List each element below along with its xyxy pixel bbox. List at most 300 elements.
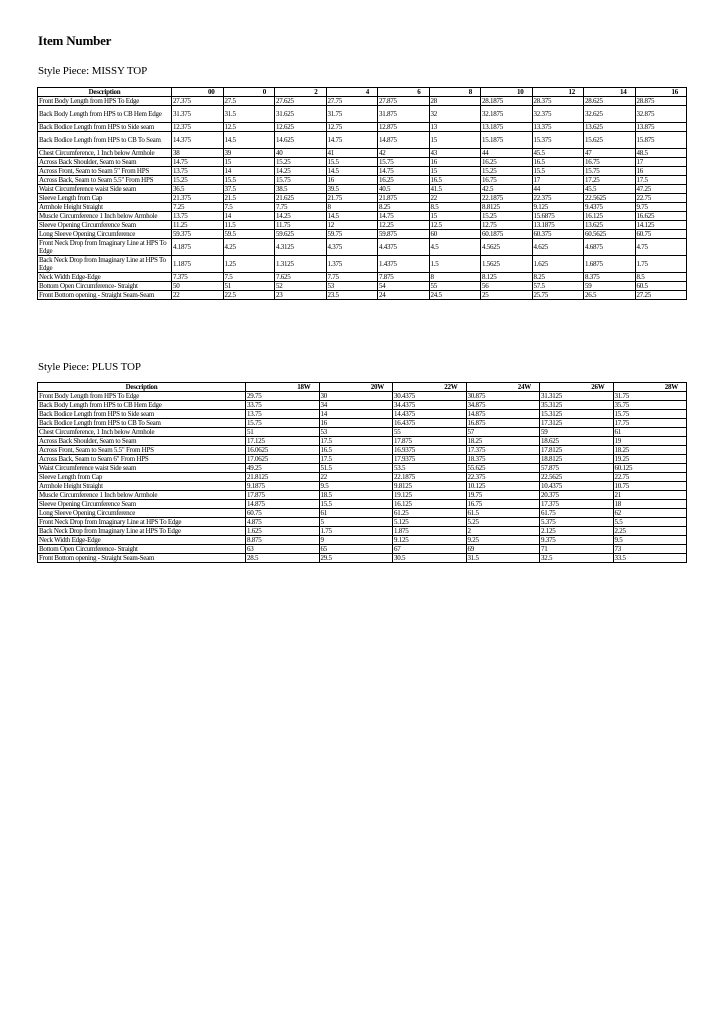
- measurement-value: 1.3125: [275, 256, 327, 273]
- measurement-value: 8.875: [246, 536, 320, 545]
- measurement-value: 13.625: [584, 123, 636, 132]
- measurement-value: 21.625: [275, 194, 327, 203]
- plus-style-heading: Style Piece: PLUS TOP: [38, 361, 141, 373]
- measurement-value: 13.75: [172, 212, 224, 221]
- measurement-value: 15: [429, 167, 481, 176]
- measurement-value: 14.4375: [393, 410, 467, 419]
- measurement-value: 9.1875: [246, 482, 320, 491]
- measurement-value: 42: [378, 149, 430, 158]
- measurement-value: 60.1875: [481, 230, 533, 239]
- measurement-value: 57.5: [532, 282, 584, 291]
- measurement-value: 14.5: [326, 167, 378, 176]
- measurement-description: Bottom Open Circumference- Straight: [38, 545, 246, 554]
- measurement-value: 9.5: [319, 482, 393, 491]
- size-header: 8: [429, 88, 481, 97]
- measurement-value: 4.3125: [275, 239, 327, 256]
- measurement-value: 59.625: [275, 230, 327, 239]
- measurement-value: 15.25: [275, 158, 327, 167]
- table-row: [38, 97, 687, 106]
- measurement-value: 16.125: [393, 500, 467, 509]
- measurement-value: 32: [429, 106, 481, 123]
- measurement-value: 2.125: [540, 527, 614, 536]
- measurement-value: 7.5: [223, 273, 275, 282]
- measurement-value: 15.875: [635, 132, 687, 149]
- table-header-row: [38, 88, 687, 97]
- measurement-value: 42.5: [481, 185, 533, 194]
- measurement-value: 9.8125: [393, 482, 467, 491]
- measurement-value: 31.75: [613, 392, 687, 401]
- measurement-value: 14.875: [246, 500, 320, 509]
- measurement-description: Back Bodice Length from HPS to Side seam: [38, 123, 172, 132]
- measurement-value: 63: [246, 545, 320, 554]
- measurement-value: 17.75: [613, 419, 687, 428]
- measurement-value: 10.4375: [540, 482, 614, 491]
- measurement-description: Back Bodice Length from HPS to CB To Seam: [38, 419, 246, 428]
- table-row: [38, 203, 687, 212]
- measurement-value: 4.1875: [172, 239, 224, 256]
- measurement-value: 21.375: [172, 194, 224, 203]
- measurement-value: 19.25: [613, 455, 687, 464]
- measurement-description: Sleeve Opening Circumference Seam: [38, 500, 246, 509]
- measurement-description: Long Sleeve Opening Circumference: [38, 230, 172, 239]
- table-row: [38, 446, 687, 455]
- measurement-value: 38.5: [275, 185, 327, 194]
- measurement-description: Back Bodice Length from HPS to Side seam: [38, 410, 246, 419]
- measurement-value: 10.75: [613, 482, 687, 491]
- measurement-value: 62: [613, 509, 687, 518]
- measurement-value: 15.75: [246, 419, 320, 428]
- size-header: 10: [481, 88, 533, 97]
- measurement-value: 12.875: [378, 123, 430, 132]
- measurement-value: 60.5: [635, 282, 687, 291]
- measurement-value: 15.625: [584, 132, 636, 149]
- measurement-value: 17.375: [466, 446, 540, 455]
- measurement-value: 59.375: [172, 230, 224, 239]
- size-header: 14: [584, 88, 636, 97]
- measurement-description: Back Neck Drop from Imaginary Line at HPS To Edge: [38, 527, 246, 536]
- measurement-value: 17.875: [246, 491, 320, 500]
- measurement-value: 13.875: [635, 123, 687, 132]
- measurement-value: 54: [378, 282, 430, 291]
- measurement-value: 8.25: [378, 203, 430, 212]
- measurement-value: 21.875: [378, 194, 430, 203]
- measurement-value: 26.5: [584, 291, 636, 300]
- table-row: [38, 221, 687, 230]
- measurement-value: 24: [378, 291, 430, 300]
- measurement-value: 14.125: [635, 221, 687, 230]
- measurement-value: 1.875: [393, 527, 467, 536]
- measurement-value: 15: [429, 132, 481, 149]
- measurement-value: 12.25: [378, 221, 430, 230]
- measurement-description: Armhole Height Straight: [38, 482, 246, 491]
- measurement-value: 23: [275, 291, 327, 300]
- measurement-value: 7.5: [223, 203, 275, 212]
- measurement-value: 31.875: [378, 106, 430, 123]
- measurement-value: 19: [613, 437, 687, 446]
- measurement-value: 4.625: [532, 239, 584, 256]
- measurement-value: 31.75: [326, 106, 378, 123]
- measurement-value: 2: [466, 527, 540, 536]
- measurement-value: 60.75: [246, 509, 320, 518]
- measurement-value: 24.5: [429, 291, 481, 300]
- table-row: [38, 410, 687, 419]
- measurement-value: 12: [326, 221, 378, 230]
- measurement-value: 10.125: [466, 482, 540, 491]
- table-row: [38, 256, 687, 273]
- table-row: [38, 419, 687, 428]
- measurement-value: 59: [540, 428, 614, 437]
- measurement-description: Front Body Length from HPS To Edge: [38, 97, 172, 106]
- measurement-value: 40: [275, 149, 327, 158]
- measurement-description: Back Bodice Length from HPS to CB To Seam: [38, 132, 172, 149]
- table-row: [38, 132, 687, 149]
- table-row: [38, 455, 687, 464]
- measurement-description: Front Bottom opening - Straight Seam-Seam: [38, 291, 172, 300]
- table-row: [38, 473, 687, 482]
- measurement-value: 7.75: [275, 203, 327, 212]
- measurement-value: 1.1875: [172, 256, 224, 273]
- measurement-description: Sleeve Length from Cap: [38, 194, 172, 203]
- measurement-value: 34: [319, 401, 393, 410]
- measurement-value: 22.375: [532, 194, 584, 203]
- plus-spec-table: [37, 382, 687, 563]
- measurement-value: 45.5: [532, 149, 584, 158]
- measurement-value: 7.375: [172, 273, 224, 282]
- measurement-value: 31.375: [172, 106, 224, 123]
- measurement-description: Neck Width Edge-Edge: [38, 273, 172, 282]
- measurement-value: 18.25: [466, 437, 540, 446]
- table-row: [38, 106, 687, 123]
- measurement-value: 13.1875: [532, 221, 584, 230]
- size-header: 26W: [540, 383, 614, 392]
- measurement-value: 30.875: [466, 392, 540, 401]
- measurement-value: 17.0625: [246, 455, 320, 464]
- measurement-value: 22: [319, 473, 393, 482]
- measurement-value: 45.5: [584, 185, 636, 194]
- measurement-value: 33.5: [613, 554, 687, 563]
- measurement-value: 13: [429, 123, 481, 132]
- measurement-value: 18.8125: [540, 455, 614, 464]
- measurement-value: 1.375: [326, 256, 378, 273]
- measurement-value: 21.8125: [246, 473, 320, 482]
- measurement-value: 8.5: [635, 273, 687, 282]
- measurement-value: 13.75: [246, 410, 320, 419]
- measurement-value: 15: [223, 158, 275, 167]
- measurement-value: 2.25: [613, 527, 687, 536]
- measurement-value: 41.5: [429, 185, 481, 194]
- measurement-value: 32.1875: [481, 106, 533, 123]
- measurement-value: 15.1875: [481, 132, 533, 149]
- measurement-value: 61: [613, 428, 687, 437]
- measurement-description: Waist Circumference waist Side seam: [38, 185, 172, 194]
- measurement-description: Chest Circumference, 1 Inch below Armhole: [38, 428, 246, 437]
- measurement-value: 5: [319, 518, 393, 527]
- measurement-value: 16.75: [466, 500, 540, 509]
- measurement-value: 19.75: [466, 491, 540, 500]
- measurement-value: 1.75: [319, 527, 393, 536]
- measurement-value: 4.4375: [378, 239, 430, 256]
- measurement-value: 13.75: [172, 167, 224, 176]
- measurement-value: 22: [172, 291, 224, 300]
- measurement-value: 4.5625: [481, 239, 533, 256]
- measurement-value: 31.625: [275, 106, 327, 123]
- size-header: 20W: [319, 383, 393, 392]
- table-row: [38, 158, 687, 167]
- measurement-value: 17: [635, 158, 687, 167]
- measurement-value: 61.75: [540, 509, 614, 518]
- measurement-value: 5.25: [466, 518, 540, 527]
- size-header: 24W: [466, 383, 540, 392]
- measurement-value: 7.75: [326, 273, 378, 282]
- measurement-description: Muscle Circumference 1 Inch below Armhole: [38, 212, 172, 221]
- measurement-value: 1.25: [223, 256, 275, 273]
- measurement-value: 9.125: [532, 203, 584, 212]
- measurement-value: 14.25: [275, 212, 327, 221]
- table-row: [38, 518, 687, 527]
- measurement-value: 37.5: [223, 185, 275, 194]
- measurement-value: 4.75: [635, 239, 687, 256]
- measurement-value: 53: [326, 282, 378, 291]
- measurement-value: 30: [319, 392, 393, 401]
- measurement-value: 16.5: [532, 158, 584, 167]
- measurement-value: 59.875: [378, 230, 430, 239]
- measurement-value: 28.1875: [481, 97, 533, 106]
- measurement-value: 44: [532, 185, 584, 194]
- measurement-value: 18: [613, 500, 687, 509]
- table-row: [38, 176, 687, 185]
- measurement-value: 7.25: [172, 203, 224, 212]
- measurement-value: 60.75: [635, 230, 687, 239]
- measurement-value: 9.5: [613, 536, 687, 545]
- measurement-value: 71: [540, 545, 614, 554]
- measurement-value: 18.5: [319, 491, 393, 500]
- measurement-value: 11.75: [275, 221, 327, 230]
- measurement-value: 8: [429, 273, 481, 282]
- table-row: [38, 500, 687, 509]
- measurement-value: 32.5: [540, 554, 614, 563]
- measurement-value: 14: [319, 410, 393, 419]
- measurement-value: 22: [429, 194, 481, 203]
- measurement-value: 14.75: [326, 132, 378, 149]
- measurement-value: 16: [635, 167, 687, 176]
- measurement-value: 15.5: [319, 500, 393, 509]
- size-header: 2: [275, 88, 327, 97]
- table-row: [38, 123, 687, 132]
- measurement-value: 13.625: [584, 221, 636, 230]
- measurement-value: 15.75: [613, 410, 687, 419]
- measurement-description: Across Back Shoulder, Seam to Seam: [38, 158, 172, 167]
- measurement-value: 35.3125: [540, 401, 614, 410]
- measurement-value: 18.625: [540, 437, 614, 446]
- measurement-value: 28.375: [532, 97, 584, 106]
- table-row: [38, 291, 687, 300]
- measurement-value: 27.625: [275, 97, 327, 106]
- measurement-value: 1.5: [429, 256, 481, 273]
- table-row: [38, 527, 687, 536]
- measurement-value: 8.375: [584, 273, 636, 282]
- measurement-value: 9.25: [466, 536, 540, 545]
- measurement-description: Long Sleeve Opening Circumference: [38, 509, 246, 518]
- measurement-value: 36.5: [172, 185, 224, 194]
- measurement-value: 15.25: [481, 167, 533, 176]
- measurement-value: 4.375: [326, 239, 378, 256]
- size-header: 12: [532, 88, 584, 97]
- measurement-value: 31.3125: [540, 392, 614, 401]
- measurement-value: 57.875: [540, 464, 614, 473]
- measurement-value: 17.5: [635, 176, 687, 185]
- measurement-value: 1.75: [635, 256, 687, 273]
- measurement-value: 14.875: [466, 410, 540, 419]
- measurement-value: 69: [466, 545, 540, 554]
- measurement-value: 22.1875: [393, 473, 467, 482]
- measurement-value: 17.3125: [540, 419, 614, 428]
- measurement-description: Muscle Circumference 1 Inch below Armhole: [38, 491, 246, 500]
- measurement-value: 21.5: [223, 194, 275, 203]
- measurement-value: 59.5: [223, 230, 275, 239]
- measurement-value: 44: [481, 149, 533, 158]
- measurement-value: 4.25: [223, 239, 275, 256]
- table-row: [38, 230, 687, 239]
- missy-style-heading: Style Piece: MISSY TOP: [38, 65, 148, 77]
- measurement-description: Across Front, Seam to Seam 5.5" From HPS: [38, 446, 246, 455]
- measurement-value: 55: [429, 282, 481, 291]
- size-header: 6: [378, 88, 430, 97]
- measurement-value: 17.875: [393, 437, 467, 446]
- size-header: 4: [326, 88, 378, 97]
- measurement-value: 15.75: [378, 158, 430, 167]
- measurement-value: 22.375: [466, 473, 540, 482]
- measurement-value: 15.5: [223, 176, 275, 185]
- measurement-value: 22.5625: [540, 473, 614, 482]
- measurement-value: 16.25: [481, 158, 533, 167]
- measurement-value: 13.375: [532, 123, 584, 132]
- measurement-value: 15.5: [532, 167, 584, 176]
- table-row: [38, 536, 687, 545]
- measurement-value: 18.25: [613, 446, 687, 455]
- measurement-value: 49.25: [246, 464, 320, 473]
- measurement-value: 8.25: [532, 273, 584, 282]
- table-row: [38, 428, 687, 437]
- measurement-value: 13.1875: [481, 123, 533, 132]
- measurement-value: 28.5: [246, 554, 320, 563]
- measurement-value: 60: [429, 230, 481, 239]
- measurement-value: 53: [319, 428, 393, 437]
- measurement-value: 39.5: [326, 185, 378, 194]
- measurement-value: 35.75: [613, 401, 687, 410]
- measurement-description: Back Body Length from HPS to CB Hem Edge: [38, 106, 172, 123]
- measurement-value: 7.625: [275, 273, 327, 282]
- table-row: [38, 239, 687, 256]
- measurement-value: 5.5: [613, 518, 687, 527]
- measurement-value: 16.125: [584, 212, 636, 221]
- measurement-value: 53.5: [393, 464, 467, 473]
- measurement-value: 30.4375: [393, 392, 467, 401]
- measurement-value: 1.4375: [378, 256, 430, 273]
- measurement-value: 16: [429, 158, 481, 167]
- measurement-value: 16.0625: [246, 446, 320, 455]
- measurement-value: 41: [326, 149, 378, 158]
- table-row: [38, 194, 687, 203]
- measurement-value: 61.25: [393, 509, 467, 518]
- measurement-description: Sleeve Opening Circumference Seam: [38, 221, 172, 230]
- table-row: [38, 491, 687, 500]
- measurement-value: 23.5: [326, 291, 378, 300]
- measurement-value: 59.75: [326, 230, 378, 239]
- description-header: Description: [38, 383, 246, 392]
- measurement-value: 1.5625: [481, 256, 533, 273]
- measurement-value: 28.875: [635, 97, 687, 106]
- measurement-value: 16.9375: [393, 446, 467, 455]
- table-row: [38, 401, 687, 410]
- measurement-value: 14.75: [378, 167, 430, 176]
- measurement-value: 22.5: [223, 291, 275, 300]
- measurement-value: 55.625: [466, 464, 540, 473]
- measurement-value: 57: [466, 428, 540, 437]
- measurement-value: 20.375: [540, 491, 614, 500]
- measurement-value: 14.625: [275, 132, 327, 149]
- measurement-value: 56: [481, 282, 533, 291]
- measurement-value: 11.25: [172, 221, 224, 230]
- measurement-value: 19.125: [393, 491, 467, 500]
- measurement-value: 48.5: [635, 149, 687, 158]
- measurement-value: 16: [326, 176, 378, 185]
- measurement-value: 61: [319, 509, 393, 518]
- measurement-value: 12.75: [481, 221, 533, 230]
- measurement-description: Front Neck Drop from Imaginary Line at HPS To Edge: [38, 518, 246, 527]
- measurement-description: Waist Circumference waist Side seam: [38, 464, 246, 473]
- measurement-value: 15: [429, 212, 481, 221]
- measurement-value: 16.25: [378, 176, 430, 185]
- measurement-description: Across Back, Seam to Seam 6" From HPS: [38, 455, 246, 464]
- size-header: 18W: [246, 383, 320, 392]
- size-header: 0: [223, 88, 275, 97]
- table-row: [38, 212, 687, 221]
- measurement-value: 14.5: [326, 212, 378, 221]
- table-row: [38, 464, 687, 473]
- measurement-value: 21.75: [326, 194, 378, 203]
- measurement-value: 29.5: [319, 554, 393, 563]
- measurement-value: 17.375: [540, 500, 614, 509]
- measurement-value: 9.125: [393, 536, 467, 545]
- measurement-value: 17.25: [584, 176, 636, 185]
- measurement-description: Bottom Open Circumference- Straight: [38, 282, 172, 291]
- size-header: 16: [635, 88, 687, 97]
- measurement-value: 17.5: [319, 455, 393, 464]
- measurement-value: 51: [223, 282, 275, 291]
- measurement-value: 16.75: [481, 176, 533, 185]
- measurement-value: 29.75: [246, 392, 320, 401]
- measurement-value: 39: [223, 149, 275, 158]
- measurement-value: 14: [223, 167, 275, 176]
- table-row: [38, 509, 687, 518]
- table-row: [38, 185, 687, 194]
- measurement-value: 16.5: [319, 446, 393, 455]
- table-header-row: [38, 383, 687, 392]
- measurement-value: 8: [326, 203, 378, 212]
- measurement-value: 12.5: [429, 221, 481, 230]
- measurement-value: 14.75: [378, 212, 430, 221]
- measurement-value: 9: [319, 536, 393, 545]
- measurement-value: 14: [223, 212, 275, 221]
- measurement-value: 47: [584, 149, 636, 158]
- measurement-value: 40.5: [378, 185, 430, 194]
- measurement-value: 16.625: [635, 212, 687, 221]
- measurement-value: 4.6875: [584, 239, 636, 256]
- measurement-value: 1.625: [246, 527, 320, 536]
- measurement-description: Sleeve Length from Cap: [38, 473, 246, 482]
- measurement-value: 15.3125: [540, 410, 614, 419]
- measurement-value: 60.375: [532, 230, 584, 239]
